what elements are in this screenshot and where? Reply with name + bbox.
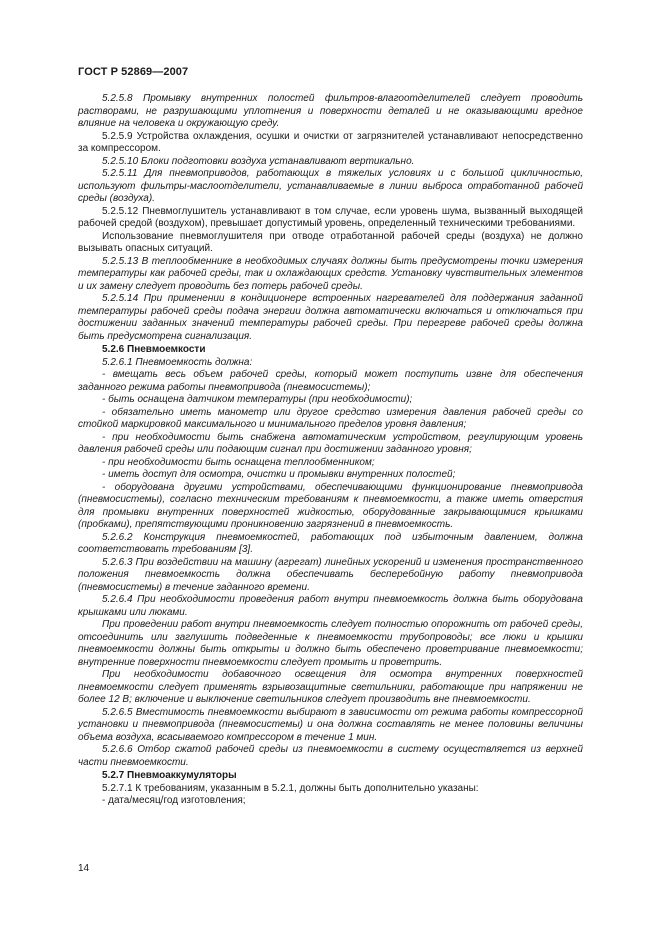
paragraph-5-2-5-11: 5.2.5.11 Для пневмоприводов, работающих в тяжелых условиях и с большой цикличностью, используют фильтры-маслоотделители, устанавливаемые в линии выброса отработанной рабочей среды (воздуха). bbox=[78, 168, 583, 204]
list-item: - быть оснащена датчиком температуры (при необходимости); bbox=[102, 394, 413, 405]
paragraph-5-2-6-6: 5.2.6.6 Отбор сжатой рабочей среды из пневмоемкости в систему осуществляется из верхней части пневмоемкости. bbox=[78, 744, 583, 768]
list-item: - при необходимости быть оснащена теплообменником; bbox=[102, 456, 375, 468]
page-body bbox=[78, 93, 583, 808]
paragraph-5-2-6-2: 5.2.6.2 Конструкция пневмоемкостей, работающих под избыточным давлением, должна соответствовать требованиям [3]. bbox=[78, 531, 583, 555]
paragraph-5-2-6-4: 5.2.6.4 При необходимости проведения работ внутри пневмоемкость должна быть оборудована крышками или люками. bbox=[78, 594, 583, 618]
list-item: - оборудована другими устройствами, обеспечивающими функционирование пневмопривода (пневмосистемы), согласно техническим требованиям к пневмоемкости, а также иметь отверстия для промывки внутренних поверхностей жидкостью, оборудованные закрывающимися крышками (пробками), препятствующими проникновению загрязнений в пневмоемкость. bbox=[78, 481, 583, 530]
paragraph-5-2-5-13: 5.2.5.13 В теплообменнике в необходимых случаях должны быть предусмотрены точки измерения температуры как рабочей среды, так и охлаждающих средств. Установку чувствительных элементов и их замену следует проводить без потерь рабочей среды. bbox=[78, 255, 583, 292]
paragraph-muffler-usage: Использование пневмоглушителя при отводе отработанной рабочей среды (воздуха) не должно вызывать опасных ситуаций. bbox=[78, 230, 583, 254]
list-item: - иметь доступ для осмотра, очистки и промывки внутренних полостей; bbox=[102, 469, 456, 480]
paragraph-5-2-5-9: 5.2.5.9 Устройства охлаждения, осушки и очистки от загрязнителей устанавливают непосредственно за компрессором. bbox=[78, 130, 583, 154]
paragraph-5-2-6-3: 5.2.6.3 При воздействии на машину (агрегат) линейных ускорений и изменения пространственного положения пневмоемкость должна обеспечивать бесперебойную работу пневмопривода (пневмосистемы) в течение заданного времени. bbox=[78, 556, 583, 593]
paragraph-5-2-6-1: 5.2.6.1 Пневмоемкость должна: bbox=[102, 356, 253, 368]
document-header: ГОСТ Р 52869—2007 bbox=[78, 66, 189, 78]
list-item: - обязательно иметь манометр или другое средство измерения давления рабочей среды со стойкой маркировкой максимального и минимального пределов уровня давления; bbox=[78, 406, 583, 430]
list-item: - дата/месяц/год изготовления; bbox=[102, 795, 246, 806]
section-heading-5-2-6: 5.2.6 Пневмоемкости bbox=[102, 344, 206, 355]
paragraph-5-2-5-12: 5.2.5.12 Пневмоглушитель устанавливают в том случае, если уровень шума, вызванный выходящей рабочей средой (воздухом), превышает допустимый уровень, определенный техническими требованиями. bbox=[78, 205, 583, 229]
paragraph-5-2-5-8: 5.2.5.8 Промывку внутренних полостей фильтров-влагоотделителей следует проводить растворами, не разрушающими уплотнения и поверхности деталей и не оказывающими вредное влияние на человека и окружающую среду. bbox=[78, 93, 583, 129]
list-item: - при необходимости быть снабжена автоматическим устройством, регулирующим уровень давления рабочей среды или подающим сигнал при достижении заданного уровня; bbox=[78, 431, 583, 455]
paragraph-internal-works: При проведении работ внутри пневмоемкость следует полностью опорожнить от рабочей среды, отсоединить или заглушить подведенные к пневмоемкости трубопроводы; все люки и крышки пневмоемкости должны быть открыты и должно быть обеспечено проветривание пневмоемкости; внутренние поверхности пневмоемкости следует промыть и проветрить. bbox=[78, 619, 583, 668]
section-heading-5-2-7: 5.2.7 Пневмоаккумуляторы bbox=[102, 770, 237, 781]
paragraph-lighting: При необходимости добавочного освещения для осмотра внутренних поверхностей пневмоемкости следует применять взрывозащитные светильники, работающие при напряжении не более 12 В; включение и выключение светильников следует производить вне пневмоемкости. bbox=[78, 669, 583, 705]
paragraph-5-2-6-5: 5.2.6.5 Вместимость пневмоемкости выбирают в зависимости от режима работы компрессорной установки и пневмопривода (пневмосистемы) и она должна составлять не менее половины величины объема воздуха, всасываемого компрессором в течение 1 мин. bbox=[78, 706, 583, 743]
paragraph-5-2-5-10: 5.2.5.10 Блоки подготовки воздуха устанавливают вертикально. bbox=[102, 155, 415, 167]
paragraph-5-2-5-14: 5.2.5.14 При применении в кондиционере встроенных нагревателей для поддержания заданной температуры рабочей среды подача энергии должна автоматически включаться и отключаться при достижении заданных значений температуры рабочей среды. При перегреве рабочей среды должна быть предусмотрена сигнализация. bbox=[78, 293, 583, 342]
list-item: - вмещать весь объем рабочей среды, который может поступить извне для обеспечения заданного режима работы пневмопривода (пневмосистемы); bbox=[78, 369, 583, 393]
paragraph-5-2-7-1: 5.2.7.1 К требованиям, указанным в 5.2.1, должны быть дополнительно указаны: bbox=[102, 782, 479, 794]
page-number: 14 bbox=[78, 863, 90, 874]
